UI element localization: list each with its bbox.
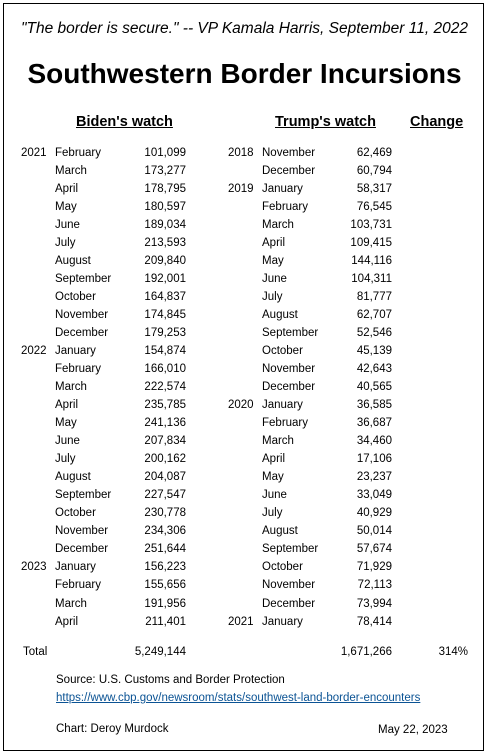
biden-row-month: March [55,597,87,610]
biden-row-value: 173,277 [144,165,186,178]
biden-row-value: 251,644 [144,543,186,556]
biden-row-month: November [55,525,109,538]
biden-row-month: March [55,165,87,178]
trump-row-month: May [262,255,284,268]
trump-row-month: August [262,525,298,538]
biden-row-year: 2023 [21,561,47,574]
trump-column-header: Trump's watch [275,114,376,130]
chart-date: May 22, 2023 [378,724,448,736]
biden-row-value: 156,223 [144,561,186,574]
biden-row-value: 230,778 [144,507,186,520]
trump-row-value: 40,929 [356,507,392,520]
biden-row-value: 211,401 [145,615,186,628]
biden-row-value: 235,785 [144,399,186,412]
biden-row-month: January [55,561,96,574]
trump-row-month: April [262,453,286,466]
trump-row-value: 71,929 [356,561,392,574]
biden-row-value: 200,162 [144,453,186,466]
trump-row-value: 36,585 [356,399,392,412]
trump-row-year: 2020 [228,399,254,412]
trump-row-value: 33,049 [356,489,392,502]
biden-row-month: August [55,255,91,268]
biden-row-month: June [55,219,80,232]
trump-row-value: 76,545 [356,201,392,214]
trump-row-value: 52,546 [356,327,392,340]
biden-row-month: May [55,201,77,214]
biden-row-month: December [55,543,109,556]
trump-row-month: August [262,309,298,322]
trump-row-value: 58,317 [356,183,392,196]
trump-row-value: 62,469 [356,147,392,159]
trump-row-month: June [262,273,287,286]
total-label: Total [23,646,48,658]
biden-row-value: 155,656 [144,579,186,592]
biden-row-month: April [55,615,79,628]
trump-row-year: 2021 [228,615,254,628]
trump-row-value: 36,687 [356,417,392,430]
biden-row-month: December [55,327,109,340]
biden-row-value: 234,306 [144,525,186,538]
biden-total: 5,249,144 [134,646,186,658]
biden-row-value: 191,956 [144,597,186,610]
biden-row-month: April [55,183,79,196]
biden-row-value: 241,136 [144,417,186,430]
biden-row-month: November [55,309,109,322]
trump-row-value: 72,113 [357,579,392,592]
biden-row-month: March [55,381,87,394]
biden-row-value: 101,099 [144,147,186,159]
biden-row-month: February [55,579,102,592]
trump-row-month: October [262,345,303,358]
trump-row-value: 42,643 [356,363,392,376]
change-column-header: Change [410,114,464,130]
trump-row-value: 109,415 [350,237,392,250]
change-percent: 314% [438,646,468,658]
biden-row-month: February [55,363,102,376]
trump-row-value: 45,139 [356,345,392,358]
trump-row-value: 60,794 [356,165,392,178]
biden-row-value: 209,840 [144,255,186,268]
trump-row-value: 104,311 [351,273,392,286]
trump-row-month: January [262,399,303,412]
trump-row-month: July [262,507,283,520]
biden-row-month: October [55,291,96,304]
biden-row-value: 154,874 [144,345,186,358]
trump-row-value: 73,994 [356,597,392,610]
trump-row-value: 81,777 [356,291,392,304]
biden-row-month: July [55,453,76,466]
trump-row-month: January [262,615,303,628]
biden-row-month: August [55,471,91,484]
biden-row-value: 164,837 [144,291,186,304]
trump-row-value: 40,565 [356,381,392,394]
trump-row-month: February [262,417,309,430]
biden-row-value: 222,574 [144,381,186,394]
biden-row-value: 227,547 [144,489,186,502]
page-title: Southwestern Border Incursions [27,58,462,89]
biden-row-value: 189,034 [144,219,186,232]
trump-row-value: 78,414 [356,615,392,628]
trump-row-month: November [262,363,316,376]
trump-row-month: September [262,327,319,340]
biden-row-value: 207,834 [144,435,186,448]
biden-row-value: 204,087 [144,471,186,484]
trump-row-value: 17,106 [356,453,392,466]
trump-row-value: 103,731 [350,219,392,232]
biden-row-value: 213,593 [144,237,186,250]
biden-row-month: February [55,147,102,159]
biden-row-month: April [55,399,79,412]
trump-row-month: February [262,201,309,214]
biden-row-month: May [55,417,77,430]
harris-quote: "The border is secure." -- VP Kamala Harris, September 11, 2022 [21,20,468,37]
trump-row-month: December [262,597,316,610]
source-link[interactable]: https://www.cbp.gov/newsroom/stats/southwest-land-border-encounters [56,692,421,704]
trump-row-month: September [262,543,319,556]
biden-row-value: 166,010 [144,363,186,376]
biden-row-month: June [55,435,80,448]
trump-row-month: January [262,183,303,196]
biden-row-value: 180,597 [144,201,186,214]
biden-row-year: 2022 [21,345,47,358]
biden-row-year: 2021 [21,147,47,159]
biden-row-value: 179,253 [144,327,186,340]
chart-credit: Chart: Deroy Murdock [56,723,169,735]
trump-row-month: October [262,561,303,574]
trump-row-month: November [262,579,316,592]
trump-row-month: April [262,237,286,250]
trump-row-month: March [262,219,294,232]
trump-total: 1,671,266 [340,646,392,658]
trump-row-month: December [262,165,316,178]
trump-row-year: 2019 [228,183,254,196]
trump-row-month: June [262,489,287,502]
trump-row-month: March [262,435,294,448]
source-text: Source: U.S. Customs and Border Protection [56,674,285,686]
biden-column-header: Biden's watch [76,114,173,130]
biden-row-month: October [55,507,96,520]
biden-row-value: 174,845 [144,309,186,322]
trump-row-year: 2018 [228,147,254,159]
trump-row-value: 23,237 [356,471,392,484]
trump-row-value: 50,014 [356,525,392,538]
trump-row-month: May [262,471,284,484]
trump-row-value: 34,460 [356,435,392,448]
trump-row-month: July [262,291,283,304]
biden-row-value: 192,001 [144,273,186,286]
trump-row-value: 57,674 [356,543,392,556]
trump-row-value: 144,116 [351,255,392,268]
biden-row-month: September [55,489,112,502]
biden-row-month: January [55,345,96,358]
trump-row-month: November [262,147,316,159]
biden-row-month: September [55,273,112,286]
trump-row-month: December [262,381,316,394]
biden-row-value: 178,795 [144,183,186,196]
biden-row-month: July [55,237,76,250]
trump-row-value: 62,707 [356,309,392,322]
